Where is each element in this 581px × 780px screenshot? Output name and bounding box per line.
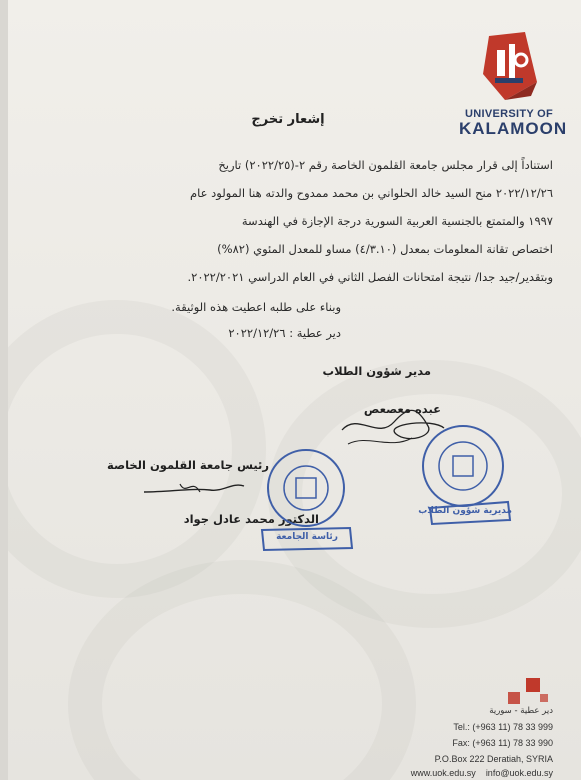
logo-text-line2: KALAMOON bbox=[459, 119, 568, 138]
footer-tel: Tel.: (+963 11) 78 33 999 bbox=[453, 722, 553, 732]
logo-text-line1: UNIVERSITY OF bbox=[464, 108, 554, 120]
body-line: وبناء على طلبه اعطيت هذه الوثيقة. bbox=[171, 300, 341, 314]
student-affairs-title: مدير شؤون الطلاب bbox=[322, 364, 431, 378]
footer-contact bbox=[411, 768, 553, 778]
brand-square bbox=[540, 694, 548, 702]
footer-web-link[interactable]: www.uok.edu.sy bbox=[410, 768, 476, 778]
body-line: وبتقدير/جيد جدا/ نتيجة امتحانات الفصل الثاني في العام الدراسي ٢٠٢٢/٢٠٢١. bbox=[187, 270, 553, 284]
president-title: رئيس جامعة القلمون الخاصة bbox=[106, 458, 269, 472]
footer-fax: Fax: (+963 11) 78 33 990 bbox=[452, 738, 553, 748]
body-line: استناداً إلى قرار مجلس جامعة القلمون الخاصة رقم ٢-(٢٠٢٢/٢٥) تاريخ bbox=[218, 158, 553, 172]
student-affairs-name: عبده معصعص bbox=[363, 402, 441, 416]
president-signature bbox=[140, 470, 250, 510]
body-line: ٢٠٢٢/١٢/٢٦ منح السيد خالد الحلواني بن محمد ممدوح والدته هنا المولود عام bbox=[190, 186, 553, 200]
body-line: اختصاص تقانة المعلومات بمعدل (٤/٣.١٠) مساو للمعدل المئوي (٨٢%) bbox=[217, 242, 553, 256]
brand-square bbox=[526, 678, 540, 692]
document-title: إشعار تخرج bbox=[251, 112, 325, 127]
document-page bbox=[8, 0, 581, 780]
presidency-stamp-label: رئاسة الجامعة bbox=[276, 532, 338, 542]
president-name: الدكتور محمد عادل جواد bbox=[183, 512, 319, 526]
watermark-shape bbox=[8, 300, 266, 598]
presidency-stamp bbox=[258, 440, 358, 555]
footer-location: دير عطية - سورية bbox=[489, 706, 553, 716]
footer-po-box: P.O.Box 222 Deratiah, SYRIA bbox=[434, 754, 553, 764]
footer-email-link[interactable]: info@uok.edu.sy bbox=[485, 768, 553, 778]
student-affairs-stamp bbox=[408, 420, 518, 530]
logo-mark-icon bbox=[481, 30, 539, 102]
body-line: ١٩٩٧ والمتمتع بالجنسية العربية السورية درجة الإجازة في الهندسة bbox=[241, 214, 553, 228]
student-affairs-stamp-label: مديرية شؤون الطلاب bbox=[418, 506, 512, 516]
brand-square bbox=[508, 692, 520, 704]
issue-date: دير عطية : ٢٠٢٢/١٢/٢٦ bbox=[228, 326, 341, 340]
